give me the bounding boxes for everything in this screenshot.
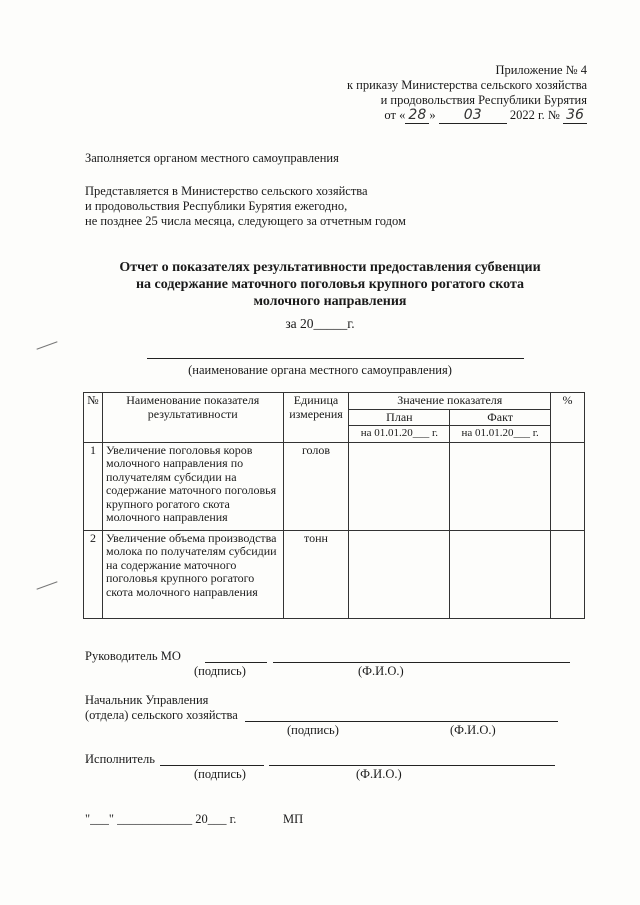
table-row: [84, 442, 585, 530]
chief-sign-caption: (подпись): [287, 723, 339, 737]
appendix-year-text: 2022 г. №: [509, 108, 560, 122]
appendix-from-label: от «: [384, 108, 406, 122]
submission-line-2: и продовольствия Республики Бурятия ежегодно,: [85, 199, 348, 213]
appendix-day: 28: [405, 108, 429, 124]
appendix-month: 03: [439, 108, 507, 124]
header-indicator-name: Наименование показателя результативности: [102, 393, 283, 443]
chief-label-line-2: (отдела) сельского хозяйства: [85, 708, 238, 722]
scan-mark: [36, 581, 57, 589]
report-title: [70, 259, 590, 310]
row-unit: голов: [283, 442, 349, 530]
row-unit: тонн: [283, 530, 349, 618]
row-fact-value: [450, 442, 551, 530]
chief-label-line-1: Начальник Управления: [85, 693, 209, 707]
stamp-place: МП: [283, 812, 304, 826]
submission-line-3: не позднее 25 числа месяца, следующего за отчетным годом: [85, 214, 406, 228]
report-title-line-1: Отчет о показателях результативности предоставления субвенции: [119, 260, 541, 275]
appendix-header: [227, 63, 587, 124]
report-title-line-2: на содержание маточного поголовья крупного рогатого скота: [135, 277, 525, 292]
appendix-line-3: и продовольствия Республики Бурятия: [380, 93, 587, 107]
report-period: за 20_____г.: [285, 316, 355, 331]
appendix-quote: »: [429, 108, 436, 122]
header-unit: Единица измерения: [283, 393, 349, 443]
sign-date-line: "___" ____________ 20___ г.: [85, 812, 237, 826]
header-plan: План: [349, 409, 450, 426]
row-indicator-name: Увеличение поголовья коров молочного направления по получателям субсидии на содержание маточного поголовья крупного рогатого скота молочного направления: [102, 442, 283, 530]
chief-fio-caption: (Ф.И.О.): [450, 723, 496, 737]
row-plan-value: [349, 530, 450, 618]
chief-sign-line: [245, 721, 558, 722]
filled-by-note: Заполняется органом местного самоуправления: [85, 151, 339, 165]
indicators-table: [83, 392, 585, 619]
head-sign-caption: (подпись): [194, 664, 246, 678]
head-fio-line: [273, 662, 570, 663]
report-title-line-3: молочного направления: [253, 294, 407, 309]
table-header-row: [84, 393, 585, 410]
header-fact-date: на 01.01.20___ г.: [450, 426, 551, 443]
org-name-caption: (наименование органа местного самоуправления): [188, 363, 452, 377]
row-indicator-name: Увеличение объема производства молока по получателям субсидии на содержание маточного поголовья крупного рогатого скота молочного направления: [102, 530, 283, 618]
submission-line-1: Представляется в Министерство сельского хозяйства: [85, 184, 368, 198]
executor-label: Исполнитель: [85, 752, 155, 766]
appendix-date-line: [227, 108, 587, 124]
row-percent-value: [551, 530, 585, 618]
header-plan-date: на 01.01.20___ г.: [349, 426, 450, 443]
executor-fio-caption: (Ф.И.О.): [356, 767, 402, 781]
appendix-line-2: к приказу Министерства сельского хозяйства: [346, 78, 587, 92]
table-row: [84, 530, 585, 618]
header-num: №: [84, 393, 103, 443]
executor-sign-line: [160, 765, 264, 766]
head-mo-label: Руководитель МО: [85, 649, 181, 663]
head-sign-line: [205, 662, 267, 663]
row-fact-value: [450, 530, 551, 618]
executor-fio-line: [269, 765, 555, 766]
row-plan-value: [349, 442, 450, 530]
header-fact: Факт: [450, 409, 551, 426]
row-num: 2: [84, 530, 103, 618]
head-fio-caption: (Ф.И.О.): [358, 664, 404, 678]
row-num: 1: [84, 442, 103, 530]
scan-mark: [36, 341, 57, 349]
header-percent: %: [551, 393, 585, 443]
submission-note: [85, 184, 406, 229]
executor-sign-caption: (подпись): [194, 767, 246, 781]
appendix-number: 36: [563, 108, 587, 124]
appendix-line-1: Приложение № 4: [495, 63, 587, 77]
org-name-line: [147, 358, 524, 359]
header-value: Значение показателя: [349, 393, 551, 410]
row-percent-value: [551, 442, 585, 530]
